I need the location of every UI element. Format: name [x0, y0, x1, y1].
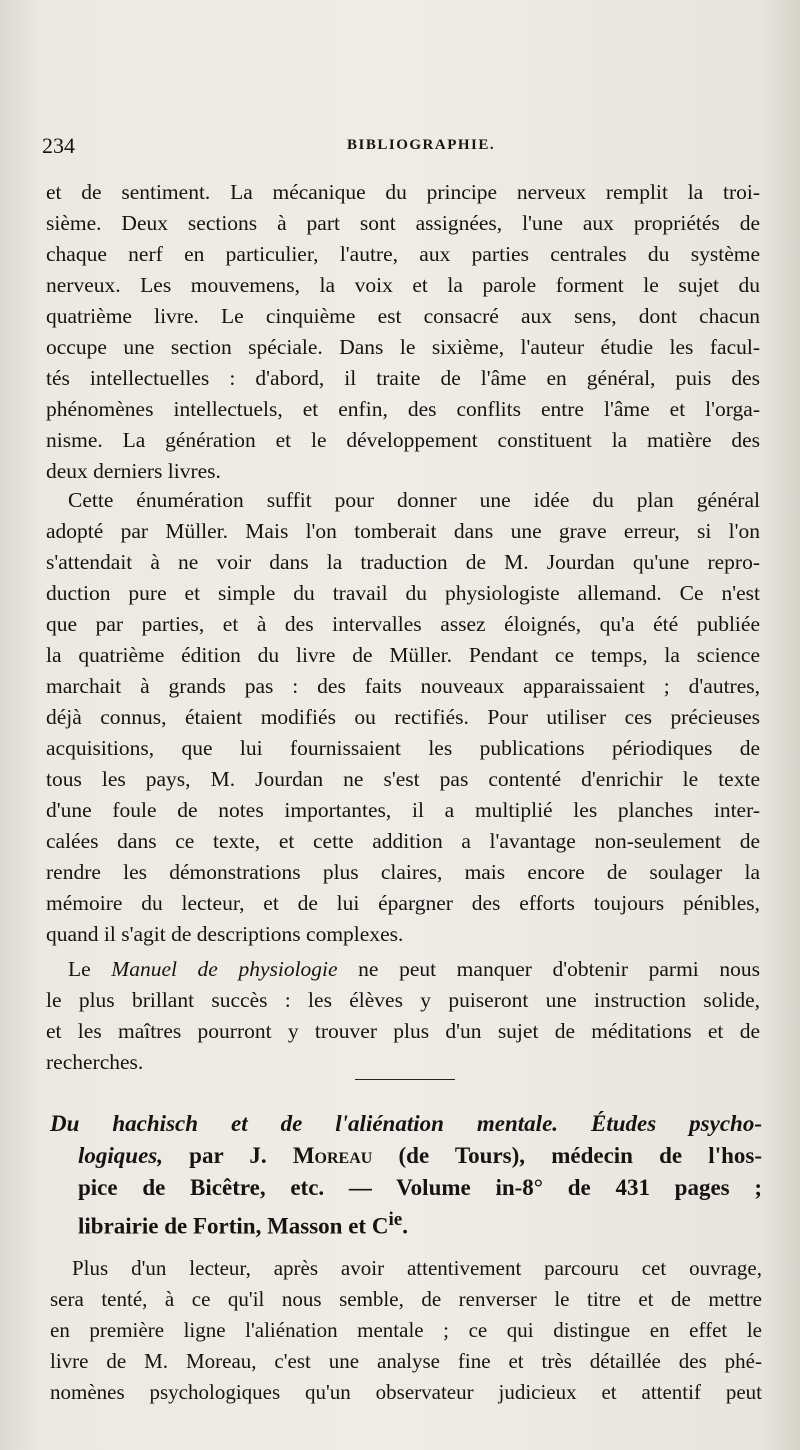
page-number: 234	[42, 133, 75, 158]
text-line: quand il s'agit de descriptions complexes.	[46, 922, 404, 946]
text-line: deux derniers livres.	[46, 459, 221, 483]
text-line: et les maîtres pourront y trouver plus d'un sujet de méditations et de	[46, 1019, 760, 1043]
bibliographic-entry	[50, 1108, 762, 1239]
text-line: quatrième livre. Le cinquième est consacré aux sens, dont chacun	[46, 304, 760, 328]
review-paragraph	[50, 1253, 762, 1408]
text-line: Plus d'un lecteur, après avoir attentivement parcouru cet ouvrage,	[72, 1256, 762, 1280]
entry-title-fragment: logiques,	[78, 1143, 163, 1168]
paragraph-translation-review	[46, 485, 760, 950]
entry-line: pice de Bicêtre, etc. — Volume in-8° de 431 pages ;	[78, 1175, 762, 1200]
text-fragment: ne peut manquer d'obtenir parmi nous	[337, 957, 760, 981]
text-line: occupe une section spéciale. Dans le sixième, l'auteur étudie les facul-	[46, 335, 760, 359]
entry-line	[50, 1140, 762, 1172]
book-title-italic: Manuel de physiologie	[111, 957, 338, 981]
page-header	[42, 133, 742, 163]
text-fragment: .	[402, 1213, 409, 1239]
running-head: BIBLIOGRAPHIE.	[347, 137, 496, 153]
text-line: phénomènes intellectuels, et enfin, des conflits entre l'âme et l'orga-	[46, 397, 760, 421]
paragraph-conclusion	[46, 954, 760, 1078]
text-line: la quatrième édition du livre de Müller. Pendant ce temps, la science	[46, 643, 760, 667]
text-line: et de sentiment. La mécanique du principe nerveux remplit la troi-	[46, 180, 760, 204]
text-line: Cette énumération suffit pour donner une idée du plan général	[68, 488, 760, 512]
text-fragment: (de Tours), médecin de l'hos-	[372, 1143, 762, 1168]
text-line: d'une foule de notes importantes, il a multiplié les planches inter-	[46, 798, 760, 822]
entry-title-line: Du hachisch et de l'aliénation mentale. Études psycho-	[50, 1111, 762, 1136]
text-line: acquisitions, que lui fournissaient les publications périodiques de	[46, 736, 760, 760]
text-line: adopté par Müller. Mais l'on tomberait dans une grave erreur, si l'on	[46, 519, 760, 543]
text-line: livre de M. Moreau, c'est une analyse fine et très détaillée des phé-	[50, 1349, 762, 1373]
text-fragment: Le	[68, 957, 112, 981]
text-line: rendre les démonstrations plus claires, mais encore de soulager la	[46, 860, 760, 884]
text-line: en première ligne l'aliénation mentale ; ce qui distingue en effet le	[50, 1318, 762, 1342]
text-line: tous les pays, M. Jourdan ne s'est pas contenté d'enrichir le texte	[46, 767, 760, 791]
text-fragment: librairie de Fortin, Masson et C	[78, 1213, 389, 1239]
section-divider	[355, 1079, 455, 1080]
text-line: s'attendait à ne voir dans la traduction de M. Jourdan qu'une repro-	[46, 550, 760, 574]
entry-line	[50, 1204, 762, 1239]
text-line: nerveux. Les mouvemens, la voix et la parole forment le sujet du	[46, 273, 760, 297]
text-line: tés intellectuelles : d'abord, il traite de l'âme en général, puis des	[46, 366, 760, 390]
text-line: chaque nerf en particulier, l'autre, aux parties centrales du système	[46, 242, 760, 266]
text-line: que par parties, et à des intervalles assez éloignés, qu'a été publiée	[46, 612, 760, 636]
text-line: sième. Deux sections à part sont assignées, l'une aux propriétés de	[46, 211, 760, 235]
text-line: duction pure et simple du travail du physiologiste allemand. Ce n'est	[46, 581, 760, 605]
paragraph-contents-summary	[46, 177, 760, 487]
superscript: ie	[388, 1209, 403, 1230]
text-fragment: par J.	[162, 1143, 293, 1168]
text-line: calées dans ce texte, et cette addition a l'avantage non-seulement de	[46, 829, 760, 853]
text-line: recherches.	[46, 1050, 144, 1074]
text-line: nomènes psychologiques qu'un observateur judicieux et attentif peut	[50, 1380, 762, 1404]
text-line: sera tenté, à ce qu'il nous semble, de renverser le titre et de mettre	[50, 1287, 762, 1311]
text-line	[46, 954, 760, 985]
text-line: mémoire du lecteur, et de lui épargner des efforts toujours pénibles,	[46, 891, 760, 915]
text-line: déjà connus, étaient modifiés ou rectifiés. Pour utiliser ces précieuses	[46, 705, 760, 729]
text-line: nisme. La génération et le développement constituent la matière des	[46, 428, 760, 452]
author-name: Moreau	[292, 1143, 373, 1168]
text-line: le plus brillant succès : les élèves y puiseront une instruction solide,	[46, 988, 760, 1012]
text-line: marchait à grands pas : des faits nouveaux apparaissaient ; d'autres,	[46, 674, 760, 698]
